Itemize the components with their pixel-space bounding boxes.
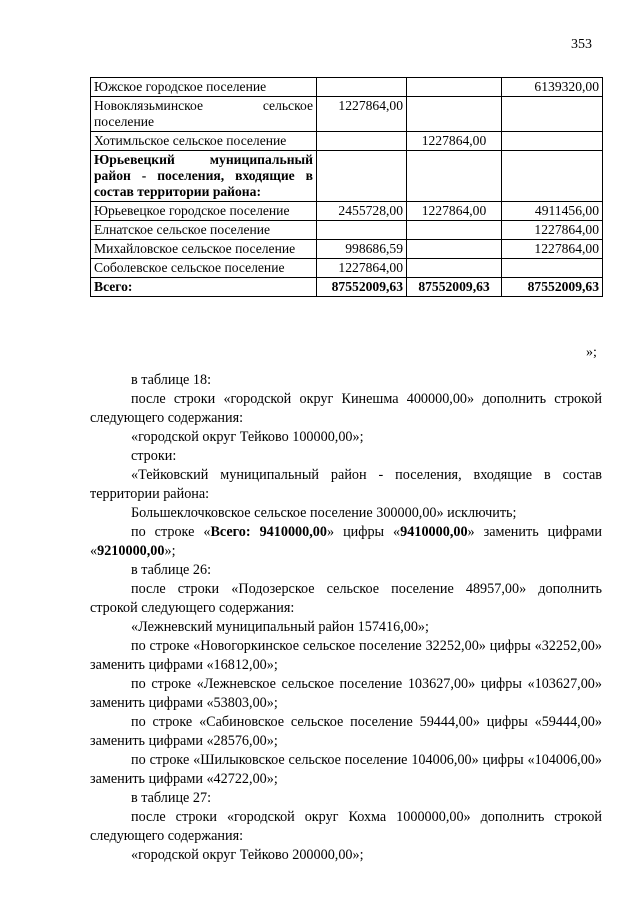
paragraph-tejkovo-200000: «городской округ Тейково 200000,00»; <box>131 847 364 863</box>
paragraph-rows-label: строки: <box>131 448 177 464</box>
cell-value-1 <box>317 221 407 240</box>
cell-value-2 <box>407 151 502 202</box>
cell-value-2 <box>407 259 502 278</box>
text-part: по строке « <box>131 524 211 540</box>
cell-value-3: 6139320,00 <box>502 78 603 97</box>
table-row <box>91 240 603 259</box>
cell-value-2: 1227864,00 <box>407 202 502 221</box>
paragraph-sabinovskoe: по строке «Сабиновское сельское поселение 59444,00» цифры «59444,00» заменить цифрами «28576,00»; <box>90 714 602 749</box>
cell-value-1: 998686,59 <box>317 240 407 259</box>
text-part: »; <box>164 543 176 559</box>
page-number: 353 <box>571 37 592 52</box>
text-bold-new-value: 9210000,00 <box>97 543 165 559</box>
table-row <box>91 202 603 221</box>
cell-value-1: 2455728,00 <box>317 202 407 221</box>
table-row <box>91 259 603 278</box>
paragraph-table26-heading: в таблице 26: <box>131 562 212 578</box>
paragraph-table27-after-row: после строки «городской округ Кохма 1000000,00» дополнить строкой следующего содержания: <box>90 809 602 844</box>
cell-value-3: 1227864,00 <box>502 221 603 240</box>
paragraph-table18-after-row: после строки «городской округ Кинешма 400000,00» дополнить строкой следующего содержания: <box>90 391 602 426</box>
cell-name: Новоклязьминское сельское поселение <box>91 97 317 132</box>
paragraph-table27-heading: в таблице 27: <box>131 790 212 806</box>
cell-value-1 <box>317 132 407 151</box>
cell-value-2 <box>407 97 502 132</box>
cell-value-3 <box>502 259 603 278</box>
cell-value-1 <box>317 151 407 202</box>
cell-value-3 <box>502 151 603 202</box>
cell-name: Хотимльское сельское поселение <box>91 132 317 151</box>
paragraph-tejkovsky-district: «Тейковский муниципальный район - поселения, входящие в состав территории района: <box>90 467 602 502</box>
table-row <box>91 221 603 240</box>
budget-table <box>90 77 603 297</box>
table-row <box>91 78 603 97</box>
table-row <box>91 97 603 132</box>
cell-name: Михайловское сельское поселение <box>91 240 317 259</box>
table-closing-quote: »; <box>586 345 597 360</box>
cell-value-1: 1227864,00 <box>317 259 407 278</box>
text-part: » цифры « <box>326 524 401 540</box>
cell-value-1: 87552009,63 <box>317 278 407 297</box>
paragraph-table26-after-row: после строки «Подозерское сельское поселение 48957,00» дополнить строкой следующего содержания: <box>90 581 602 616</box>
paragraph-novogorkinskoe: по строке «Новогоркинское сельское поселение 32252,00» цифры «32252,00» заменить цифрами «16812,00»; <box>90 638 602 673</box>
paragraph-exclude-row: Большеклочковское сельское поселение 300000,00» исключить; <box>131 505 517 521</box>
paragraph-lezhnevsky-row: «Лежневский муниципальный район 157416,00»; <box>131 619 429 635</box>
cell-name: Южское городское поселение <box>91 78 317 97</box>
cell-value-3 <box>502 97 603 132</box>
cell-name: Соболевское сельское поселение <box>91 259 317 278</box>
cell-value-3: 87552009,63 <box>502 278 603 297</box>
budget-table-body <box>91 78 603 297</box>
table-row <box>91 151 603 202</box>
paragraph-lezhnevskoe: по строке «Лежневское сельское поселение 103627,00» цифры «103627,00» заменить цифрами «53803,00»; <box>90 676 602 711</box>
paragraph-tejkovo-row: «городской округ Тейково 100000,00»; <box>131 429 364 445</box>
paragraph-shilykovskoe: по строке «Шилыковское сельское поселение 104006,00» цифры «104006,00» заменить цифрами «42722,00»; <box>90 752 602 787</box>
table-row <box>91 278 603 297</box>
paragraph-total-replace <box>90 523 602 561</box>
cell-name: Юрьевецкий муниципальный район - поселения, входящие в состав территории района: <box>91 151 317 202</box>
cell-value-1: 1227864,00 <box>317 97 407 132</box>
paragraph-table18-heading: в таблице 18: <box>131 372 212 388</box>
text-bold-total: Всего: 9410000,00 <box>210 524 327 540</box>
table-row <box>91 132 603 151</box>
text-part: » заменить цифрами « <box>90 524 602 559</box>
cell-value-2: 1227864,00 <box>407 132 502 151</box>
cell-value-3 <box>502 132 603 151</box>
cell-value-2 <box>407 240 502 259</box>
cell-value-2 <box>407 78 502 97</box>
cell-value-1 <box>317 78 407 97</box>
cell-name: Юрьевецкое городское поселение <box>91 202 317 221</box>
cell-value-3: 1227864,00 <box>502 240 603 259</box>
cell-name: Всего: <box>91 278 317 297</box>
cell-name: Елнатское сельское поселение <box>91 221 317 240</box>
cell-value-2 <box>407 221 502 240</box>
cell-value-2: 87552009,63 <box>407 278 502 297</box>
text-bold-old-value: 9410000,00 <box>400 524 468 540</box>
cell-value-3: 4911456,00 <box>502 202 603 221</box>
